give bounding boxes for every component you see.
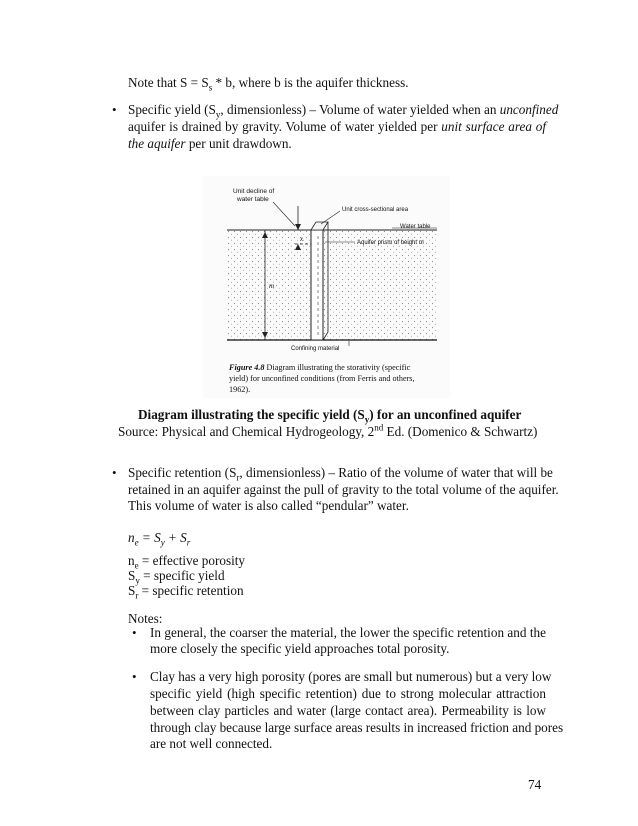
label-water-table: Water table (400, 224, 431, 230)
note-line (128, 75, 409, 91)
def-text: = specific retention (138, 583, 244, 598)
sy-text: Specific yield (S (128, 102, 216, 117)
porosity-equation (128, 530, 190, 546)
eq-sub: y (160, 537, 165, 548)
figure-caption-3: 1962). (229, 385, 251, 394)
specific-yield-figure (203, 176, 450, 398)
label-x: x (300, 235, 304, 243)
label-decline-1: Unit decline of (233, 188, 275, 195)
leader-line (273, 202, 295, 226)
eq-sub: e (134, 537, 139, 548)
sr-line-1 (128, 465, 553, 483)
def-text: = effective porosity (138, 553, 246, 568)
source-sup: nd (374, 422, 384, 433)
definition-item (128, 583, 244, 599)
sy-line-2 (128, 119, 546, 135)
note-2-line-3: between clay particles and water (large contact area). Permeability is low (150, 703, 546, 718)
leader-line (321, 211, 340, 224)
label-m: m (269, 282, 275, 290)
note-2-line-2: specific yield (high specific retention) due to strong molecular attraction (150, 686, 546, 701)
sr-line-2: retained in an aquifer against the pull of gravity to the total volume of the aquifer. (128, 482, 559, 497)
note-text: Note that S = S (128, 75, 209, 90)
sr-text: , dimensionless) – Ratio of the volume of water that will be (239, 465, 553, 480)
note-sub: s (208, 82, 213, 93)
label-decline-2: water table (237, 196, 269, 203)
def-symbol: n (128, 553, 135, 568)
aquifer-prism (311, 230, 323, 340)
figure-source (118, 424, 537, 440)
note-text-end: * b, where b is the aquifer thickness. (212, 75, 409, 90)
eq-part: = S (138, 530, 161, 545)
note-2-line-1: Clay has a very high porosity (pores are small but numerous) but a very low (150, 669, 552, 684)
def-sub: r (135, 590, 139, 601)
source-text: Ed. (Domenico & Schwartz) (383, 424, 538, 439)
definition-item (128, 568, 225, 584)
aquifer-diagram (203, 176, 450, 398)
label-cross-section: Unit cross-sectional area (342, 207, 409, 213)
figure-title-text: ) for an unconfined aquifer (369, 407, 522, 422)
figure-title-text: Diagram illustrating the specific yield (S (138, 407, 365, 422)
figure-caption-bold: Figure 4.8 (229, 363, 265, 372)
notes-heading: Notes: (128, 611, 163, 626)
figure-title (138, 407, 521, 423)
def-symbol: S (128, 583, 136, 598)
def-text: = specific yield (139, 568, 225, 583)
figure-title-sub: y (364, 414, 370, 425)
page-number: 74 (528, 777, 542, 792)
sy-italic: unit surface area of (441, 119, 547, 134)
label-confining: Confining material (291, 346, 340, 352)
figure-caption-text: Diagram illustrating the storativity (specific (264, 363, 411, 372)
figure-caption-2: yield) for unconfined conditions (from Ferris and others, (229, 374, 415, 383)
sy-text: , dimensionless) – Volume of water yielded when an (220, 102, 500, 117)
sr-line-3: This volume of water is also called “pendular” water. (128, 498, 409, 513)
sr-sub: r (236, 472, 240, 483)
aquifer-fill (227, 230, 437, 340)
sy-text: per unit drawdown. (185, 136, 292, 151)
arrow-down-icon (295, 224, 301, 230)
figure-caption-1 (228, 363, 411, 372)
definition-item (128, 553, 245, 569)
sy-text: aquifer is drained by gravity. Volume of water yielded per (128, 119, 442, 134)
note-2-line-4: through clay because large surface areas results in increased friction and pores (150, 720, 564, 735)
sy-line-1 (128, 102, 559, 120)
def-sub: y (135, 575, 140, 586)
def-symbol: S (128, 568, 136, 583)
sy-italic: unconfined (499, 102, 559, 117)
eq-sub: r (186, 537, 191, 548)
note-1-line-1: In general, the coarser the material, the lower the specific retention and the (150, 625, 546, 640)
sy-italic: the aquifer (128, 136, 186, 151)
sy-sub: y (215, 109, 221, 120)
bullet-icon (112, 106, 120, 114)
eq-part: + S (164, 530, 187, 545)
source-text: Source: Physical and Chemical Hydrogeology, 2 (118, 424, 375, 439)
eq-part: n (128, 530, 135, 545)
bullet-icon (132, 629, 140, 637)
prism-top (311, 222, 328, 230)
bullet-icon (112, 469, 120, 477)
def-sub: e (134, 560, 139, 571)
label-prism: Aquifer prism of height m (357, 240, 424, 246)
sr-text: Specific retention (S (128, 465, 237, 480)
sy-line-3 (128, 136, 292, 152)
note-1-line-2: more closely the specific yield approaches total porosity. (150, 641, 450, 656)
note-2-line-5: are not well connected. (150, 736, 273, 751)
bullet-icon (132, 673, 140, 681)
